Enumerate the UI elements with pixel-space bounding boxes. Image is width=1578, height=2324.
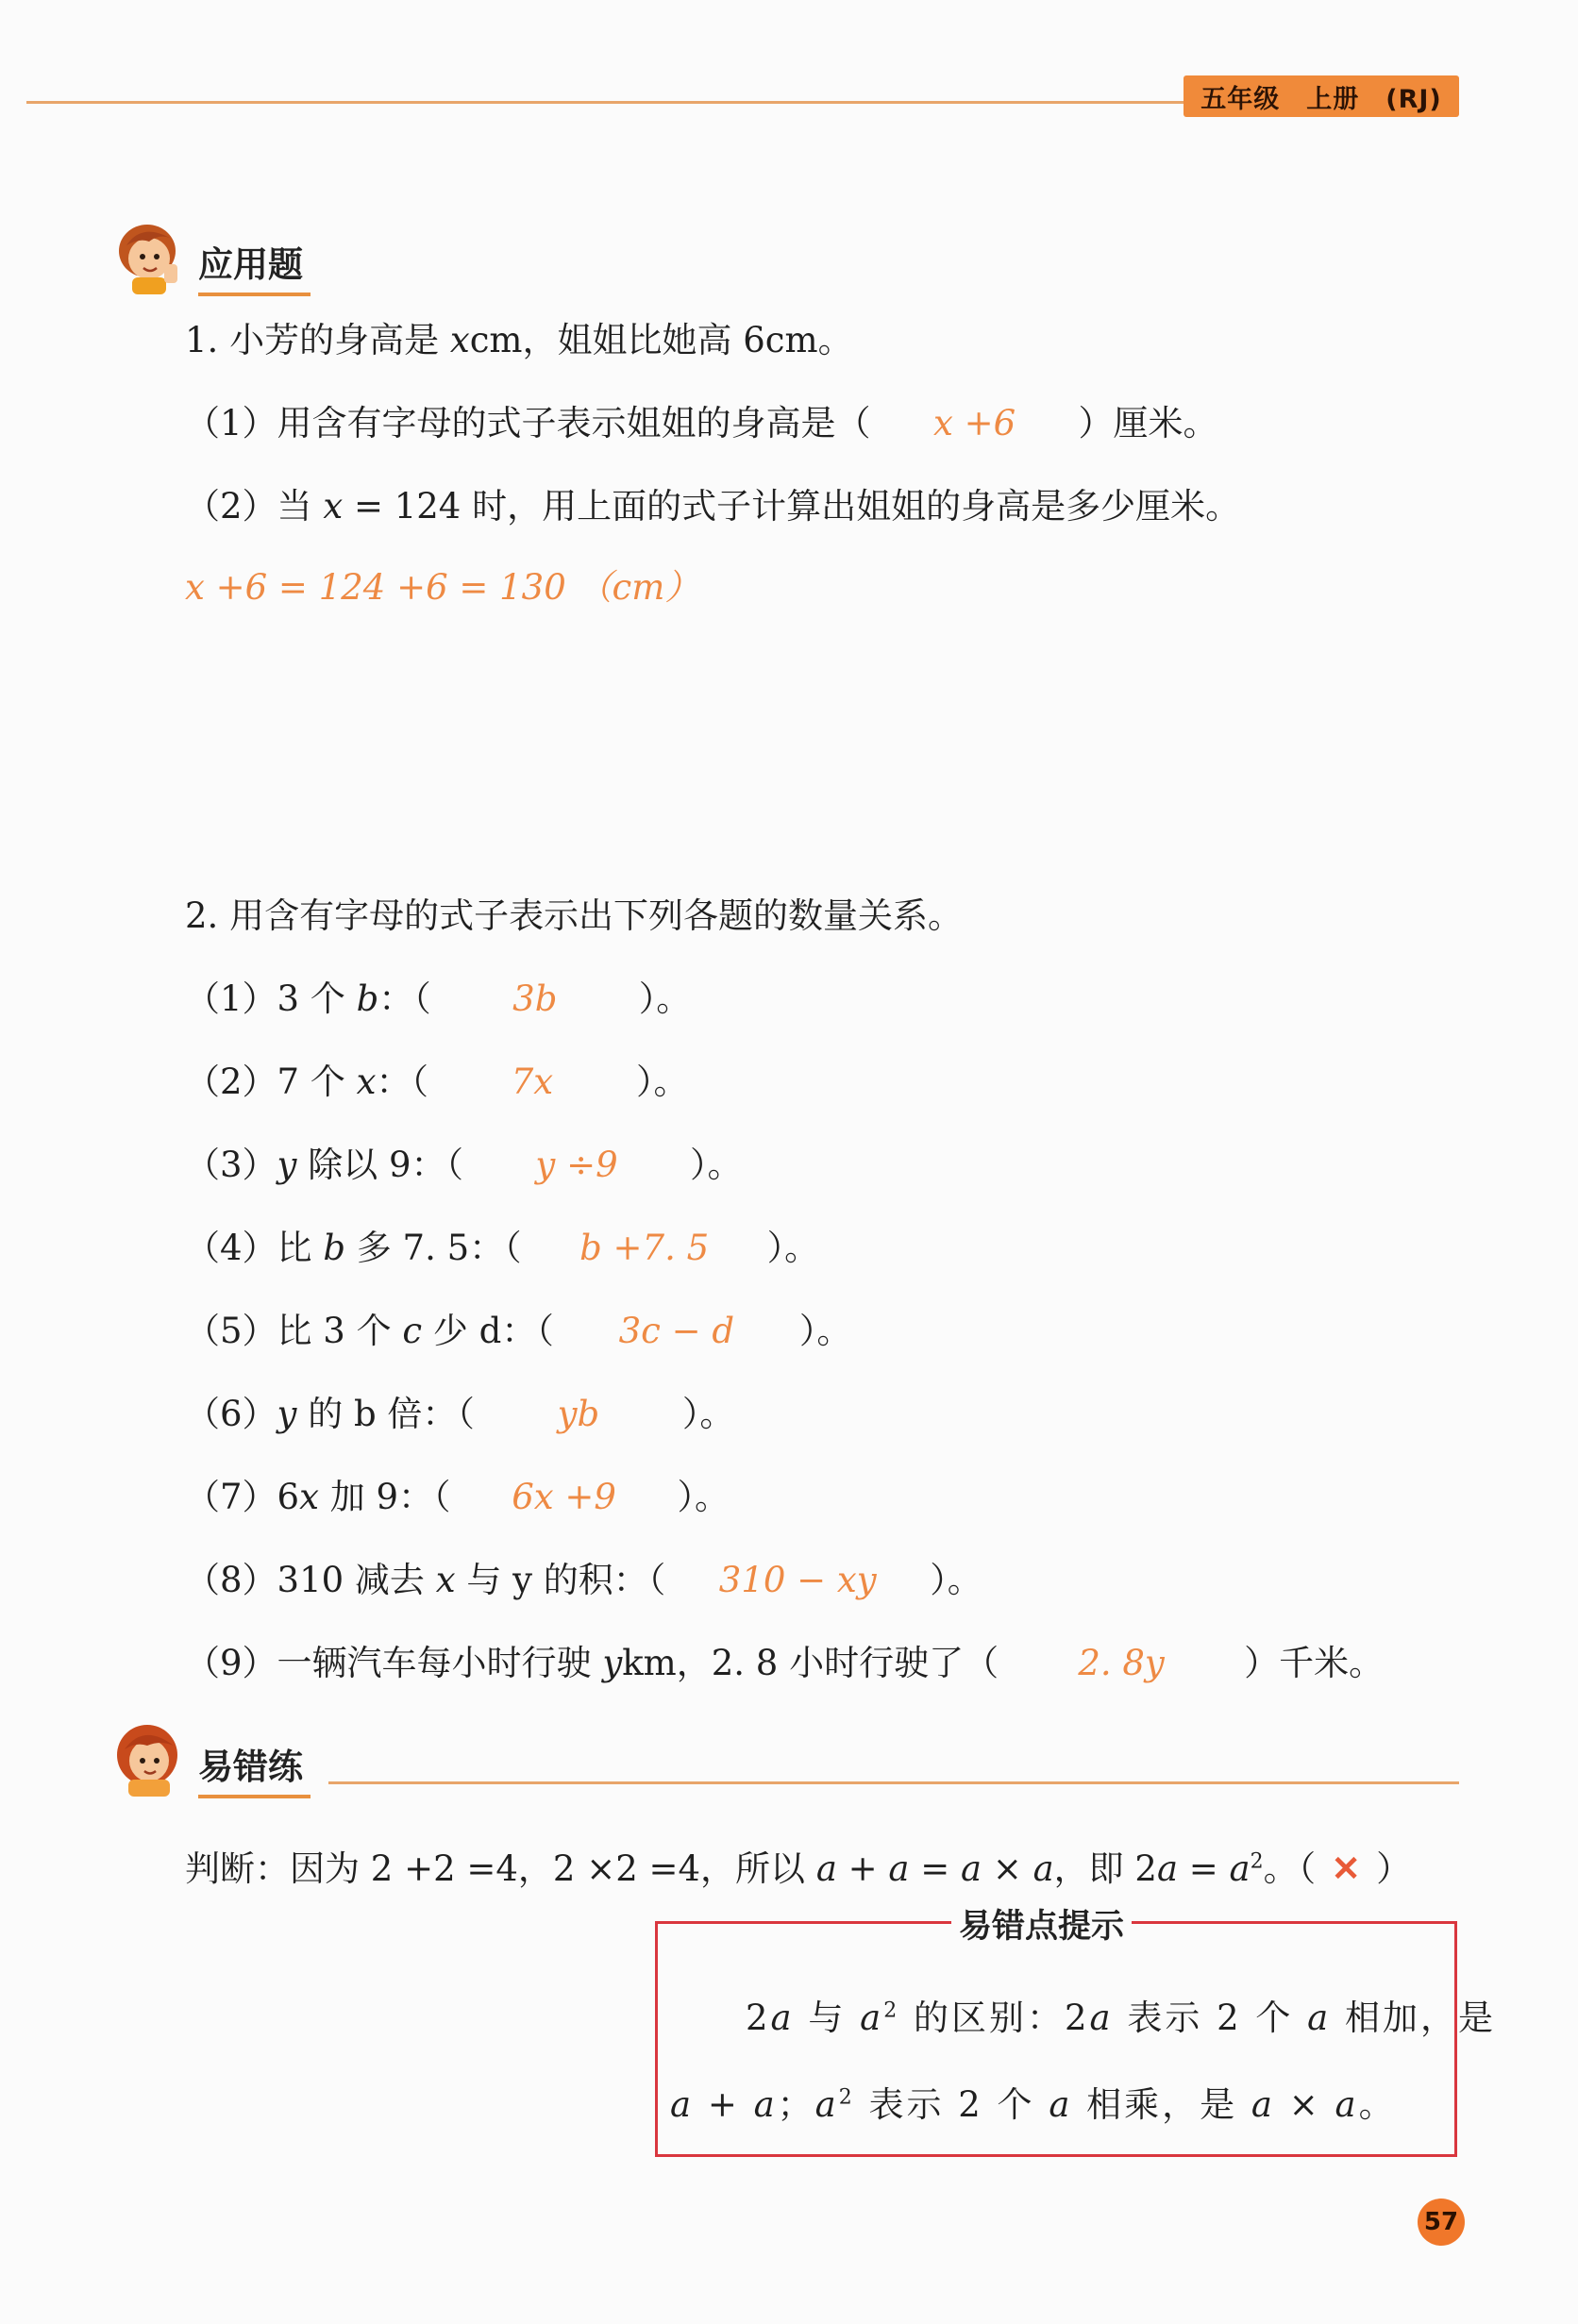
hint-line-1 — [746, 1989, 1496, 2040]
hint-l1-b: a — [770, 1998, 795, 2038]
q2-item-variable: y — [277, 1394, 297, 1434]
hint-title: 易错点提示 — [951, 1900, 1132, 1948]
q2-item-prompt: 少 d：（ — [422, 1311, 554, 1351]
q2-item-answer: 6x +9 — [512, 1477, 616, 1517]
q2-item-prompt: 多 7. 5：（ — [345, 1228, 522, 1268]
q1-part1-suffix: ）厘米。 — [1078, 403, 1218, 443]
q1-stem-text-a: 1. 小芳的身高是 — [185, 320, 450, 360]
q2-item-suffix: ）。 — [638, 978, 692, 1019]
boy-mascot-icon — [104, 209, 194, 296]
q1-part2-text-b: = 124 时，用上面的式子计算出姐姐的身高是多少厘米。 — [343, 486, 1241, 527]
q2-item-prefix: （1）3 个 — [185, 978, 357, 1019]
q2-item-suffix: ）。 — [677, 1477, 730, 1517]
q2-item-prefix: （4）比 — [185, 1228, 324, 1268]
q1-part1 — [185, 403, 1218, 443]
q2-item-prefix: （2）7 个 — [185, 1062, 357, 1102]
hint-l1-g: 表示 2 个 — [1113, 1998, 1308, 2038]
q2-item-prompt: ：（ — [376, 1062, 428, 1102]
q1-part1-prompt: （1）用含有字母的式子表示姐姐的身高是（ — [185, 403, 871, 443]
judge-question — [185, 1847, 1412, 1889]
q1-stem-var: x — [449, 320, 470, 360]
q2-item — [185, 1643, 1385, 1683]
hint-l1-d: a — [860, 1998, 884, 2038]
section-header-application — [104, 209, 311, 296]
judge-text-c: ，即 2 — [1053, 1848, 1157, 1889]
hint-line-2 — [670, 2076, 1397, 2127]
q2-item-suffix: ）。 — [690, 1145, 743, 1185]
q2-item — [185, 1560, 982, 1600]
q2-item — [185, 1394, 735, 1434]
judge-text-a: 判断：因为 2 +2 =4，2 ×2 =4，所以 — [185, 1848, 816, 1889]
q2-item — [185, 1311, 852, 1351]
q2-item — [185, 978, 692, 1019]
section-header-error-practice — [104, 1712, 311, 1798]
hint-l1-a: 2 — [746, 1998, 771, 2038]
section-title-application: 应用题 — [198, 236, 311, 296]
q2-item-prompt: km，2. 8 小时行驶了（ — [622, 1643, 999, 1683]
hint-l2-e: a — [1049, 2084, 1073, 2125]
hint-l1-i: 相加，是 — [1331, 1998, 1496, 2038]
hint-l1-e: 的区别：2 — [899, 1998, 1090, 2038]
q2-item-answer: b +7. 5 — [579, 1228, 710, 1268]
q1-part2-text-a: （2）当 — [185, 486, 324, 527]
section-title-error-practice: 易错练 — [198, 1738, 311, 1798]
q2-item-answer: 3c − d — [618, 1311, 735, 1351]
q2-item-answer: 2. 8y — [1078, 1643, 1165, 1683]
hint-l2-sup: 2 — [838, 2085, 855, 2110]
q2-item-suffix: ）。 — [766, 1228, 820, 1268]
q2-item-prompt: ：（ — [378, 978, 431, 1019]
judge-exponent: 2 — [1250, 1849, 1264, 1874]
q2-item-suffix: ）。 — [681, 1394, 735, 1434]
q2-item-prefix: （7）6 — [185, 1477, 300, 1517]
q2-item-answer: yb — [557, 1394, 600, 1434]
grade-tag: 五年级 上册 (RJ) — [1184, 75, 1459, 117]
q1-stem — [185, 320, 853, 360]
header-rule — [26, 101, 1197, 104]
hint-l2-b: ； — [777, 2084, 815, 2125]
hint-l1-c: 与 — [794, 1998, 861, 2038]
hint-l2-f: 相乘，是 — [1072, 2084, 1251, 2125]
q2-item-suffix: ）。 — [635, 1062, 689, 1102]
section-rule — [328, 1781, 1459, 1784]
hint-l1-sup: 2 — [883, 1998, 900, 2023]
q1-part2-answer: x +6 = 124 +6 = 130 （cm） — [185, 567, 700, 608]
q2-item-variable: x — [356, 1062, 377, 1102]
q2-item-answer: 3b — [512, 978, 558, 1019]
q2-item-answer: 310 − xy — [718, 1560, 877, 1600]
judge-answer-cross-icon: ✕ — [1331, 1847, 1361, 1889]
q2-item-suffix: ）。 — [930, 1560, 982, 1600]
judge-text-f: ） — [1376, 1848, 1412, 1889]
q1-part1-answer: x +6 — [932, 403, 1016, 443]
judge-expr-2: a = a — [1156, 1848, 1251, 1889]
q2-item-prefix: （8）310 减去 — [185, 1560, 436, 1600]
q2-item-variable: b — [323, 1228, 345, 1268]
q1-part2-var: x — [323, 486, 344, 527]
q2-item — [185, 1062, 689, 1102]
q2-item-prefix: （3） — [185, 1145, 277, 1185]
q2-item-variable: x — [299, 1477, 319, 1517]
q2-item-prefix: （5）比 3 个 — [185, 1311, 403, 1351]
q2-item-prompt: 除以 9：（ — [296, 1145, 464, 1185]
page-number: 57 — [1418, 2199, 1465, 2246]
q2-item-prefix: （6） — [185, 1394, 277, 1434]
q2-stem: 2. 用含有字母的式子表示出下列各题的数量关系。 — [185, 895, 964, 936]
q2-item-prompt: 的 b 倍：（ — [296, 1394, 475, 1434]
q2-item-answer: 7x — [511, 1062, 554, 1102]
q2-item-suffix: ）。 — [798, 1311, 852, 1351]
q2-item-variable: b — [356, 978, 379, 1019]
q1-stem-text-b: cm，姐姐比她高 6cm。 — [469, 320, 853, 360]
q2-item — [185, 1228, 820, 1268]
q1-part2 — [185, 486, 1241, 527]
hint-l1-f: a — [1089, 1998, 1114, 2038]
hint-l2-g: a × a — [1251, 2084, 1359, 2125]
q2-item-suffix: ）千米。 — [1244, 1643, 1385, 1683]
q2-item — [185, 1477, 730, 1517]
q2-item — [185, 1145, 743, 1185]
girl-mascot-icon — [104, 1712, 194, 1798]
q2-item-answer: y ÷9 — [535, 1145, 618, 1185]
judge-expr-1: a + a = a × a — [815, 1848, 1054, 1889]
q2-item-prompt: 与 y 的积：（ — [455, 1560, 666, 1600]
hint-l1-h: a — [1307, 1998, 1332, 2038]
hint-l2-a: a + a — [670, 2084, 778, 2125]
judge-text-e: 。（ — [1263, 1848, 1317, 1889]
q2-item-prompt: 加 9：（ — [318, 1477, 451, 1517]
q2-item-prefix: （9）一辆汽车每小时行驶 — [185, 1643, 603, 1683]
hint-l2-c: a — [814, 2084, 839, 2125]
q2-item-variable: c — [402, 1311, 423, 1351]
q2-item-variable: x — [435, 1560, 456, 1600]
hint-l2-h: 。 — [1358, 2084, 1397, 2125]
q2-item-variable: y — [277, 1145, 297, 1185]
hint-l2-d: 表示 2 个 — [854, 2084, 1049, 2125]
q2-item-variable: y — [602, 1643, 623, 1683]
